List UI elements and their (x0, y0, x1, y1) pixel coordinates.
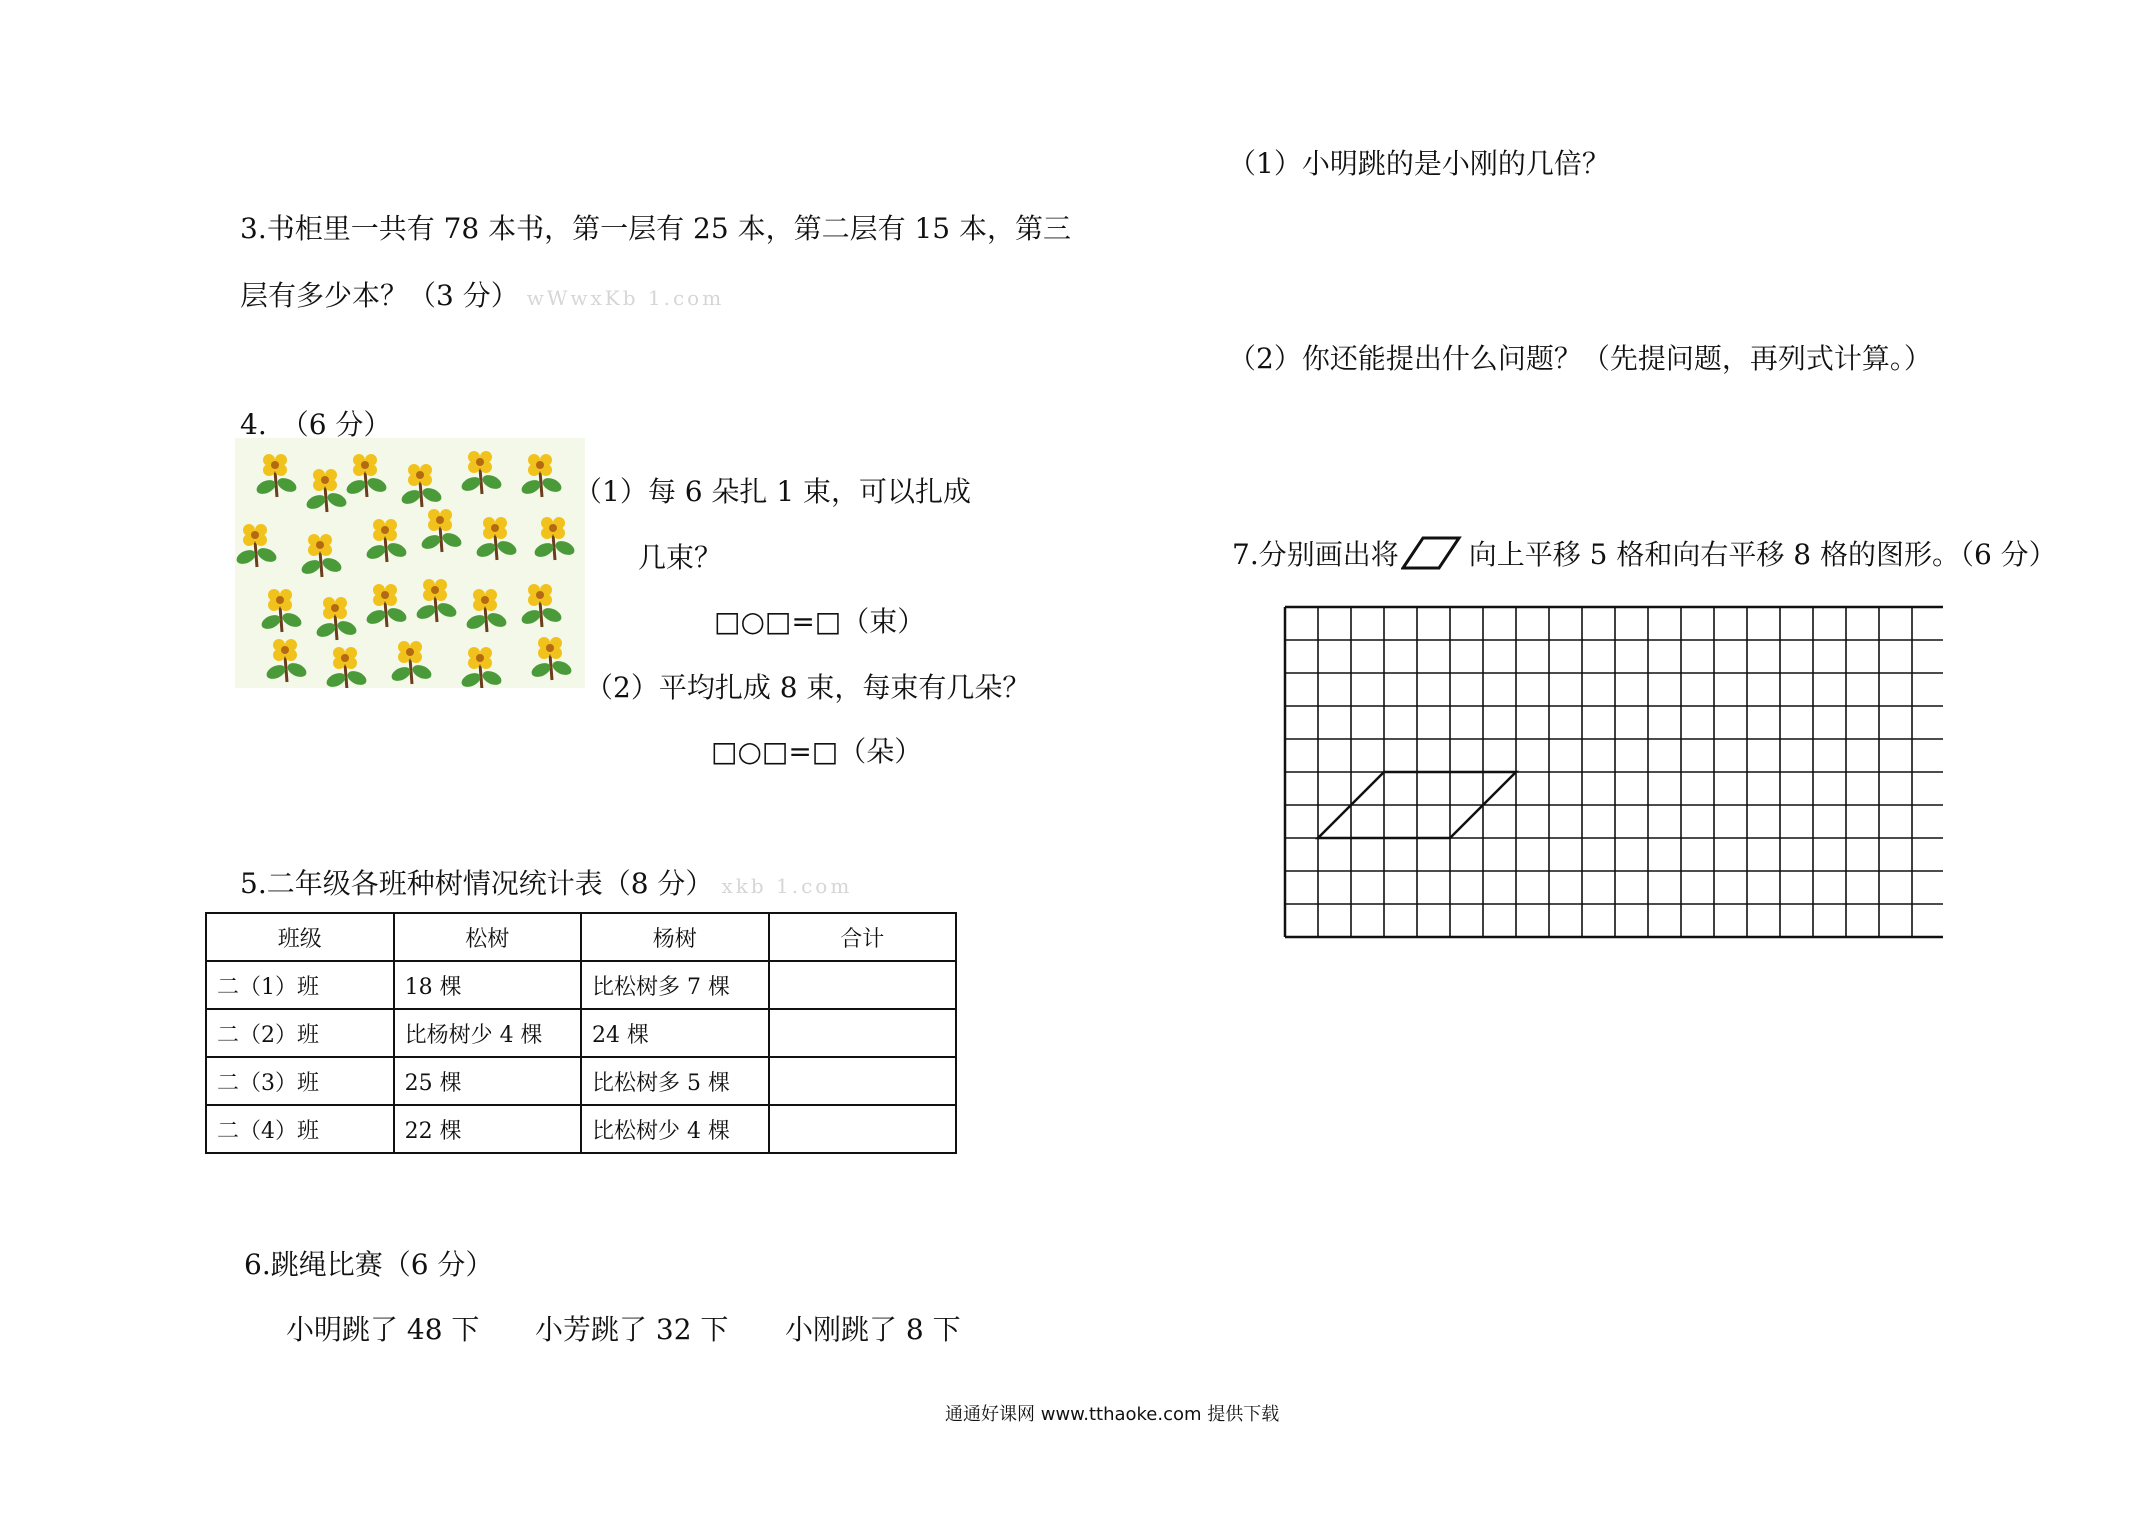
q6-xiaogang: 小刚跳了 8 下 (785, 1313, 961, 1346)
flower-icon (459, 647, 503, 688)
q7-prefix: 7.分别画出将 (1232, 538, 1399, 571)
flower-icon (474, 517, 518, 560)
q3-line2-text: 层有多少本？（3 分） (240, 279, 519, 312)
q6-xiaoming: 小明跳了 48 下 (286, 1313, 480, 1346)
table-cell: 比松树少 4 棵 (581, 1105, 768, 1153)
table-cell: 22 棵 (394, 1105, 581, 1153)
q7-instruction (1232, 533, 2057, 573)
table-row (206, 1105, 956, 1153)
q6-sub2: （2）你还能提出什么问题？（先提问题，再列式计算。） (1228, 342, 1932, 375)
flower-icon (304, 469, 348, 512)
q4-sub2-answer: □○□=□（朵） (711, 735, 923, 768)
table-cell: 25 棵 (394, 1057, 581, 1105)
square-grid[interactable] (1283, 605, 1943, 955)
table-row (206, 1009, 956, 1057)
flower-icon (419, 509, 463, 552)
table-cell: 二（1）班 (206, 961, 394, 1009)
q6-title: 6.跳绳比赛（6 分） (244, 1248, 494, 1281)
flower-icon (519, 454, 563, 497)
flower-picture (235, 438, 585, 688)
flower-icon (399, 464, 443, 507)
table-cell-total[interactable] (769, 1057, 956, 1105)
q4-sub1-line1: （1）每 6 朵扎 1 束，可以扎成 (574, 475, 972, 508)
table-cell: 18 棵 (394, 961, 581, 1009)
q5-title (240, 862, 852, 902)
flower-icon (344, 454, 388, 497)
table-cell: 比杨树少 4 棵 (394, 1009, 581, 1057)
flower-icon (264, 639, 308, 682)
tree-statistics-table (205, 912, 957, 1154)
q5-title-text: 5.二年级各班种树情况统计表（8 分） (240, 867, 714, 900)
table-cell: 比松树多 5 棵 (581, 1057, 768, 1105)
q6-xiaofang: 小芳跳了 32 下 (535, 1313, 729, 1346)
flower-icon (364, 584, 408, 627)
flower-icon (299, 534, 343, 577)
flower-icon (324, 647, 368, 688)
table-row (206, 1057, 956, 1105)
footer-text: 通通好课网 www.tthaoke.com 提供下载 (945, 1404, 1280, 1425)
table-row (206, 961, 956, 1009)
q7-suffix: 向上平移 5 格和向右平移 8 格的图形。（6 分） (1468, 538, 2057, 571)
table-cell: 二（4）班 (206, 1105, 394, 1153)
flower-icon (314, 597, 358, 640)
watermark-text: xkb 1.com (721, 874, 853, 898)
flower-icon (389, 641, 433, 684)
q6-sub1: （1）小明跳的是小刚的几倍？ (1228, 147, 1610, 180)
flower-icon (235, 524, 279, 567)
watermark-text: wWwxKb 1.com (526, 286, 725, 310)
flower-icon (414, 579, 458, 622)
flower-icon (459, 451, 503, 494)
flower-icon (364, 519, 408, 562)
table-cell: 比松树多 7 棵 (581, 961, 768, 1009)
header-pine: 松树 (394, 913, 581, 961)
table-cell-total[interactable] (769, 961, 956, 1009)
flower-icon (519, 584, 563, 627)
header-poplar: 杨树 (581, 913, 768, 961)
table-header-row (206, 913, 956, 961)
flower-icon (532, 517, 576, 560)
header-total: 合计 (769, 913, 956, 961)
flower-icon (254, 454, 298, 497)
table-cell: 24 棵 (581, 1009, 768, 1057)
q3-line2 (240, 274, 724, 314)
flower-icon (259, 589, 303, 632)
table-cell-total[interactable] (769, 1105, 956, 1153)
q4-title: 4. （6 分） (240, 408, 392, 441)
parallelogram-icon (1401, 536, 1463, 570)
q4-sub1-line2: 几束？ (638, 541, 723, 574)
flower-icon (529, 637, 573, 680)
q4-sub1-answer: □○□=□（束） (714, 605, 926, 638)
flower-icon (464, 589, 508, 632)
table-cell-total[interactable] (769, 1009, 956, 1057)
header-class: 班级 (206, 913, 394, 961)
table-cell: 二（3）班 (206, 1057, 394, 1105)
table-cell: 二（2）班 (206, 1009, 394, 1057)
q3-line1: 3.书柜里一共有 78 本书，第一层有 25 本，第二层有 15 本，第三 (240, 212, 1072, 245)
q4-sub2-line1: （2）平均扎成 8 束，每束有几朵？ (585, 671, 1031, 704)
